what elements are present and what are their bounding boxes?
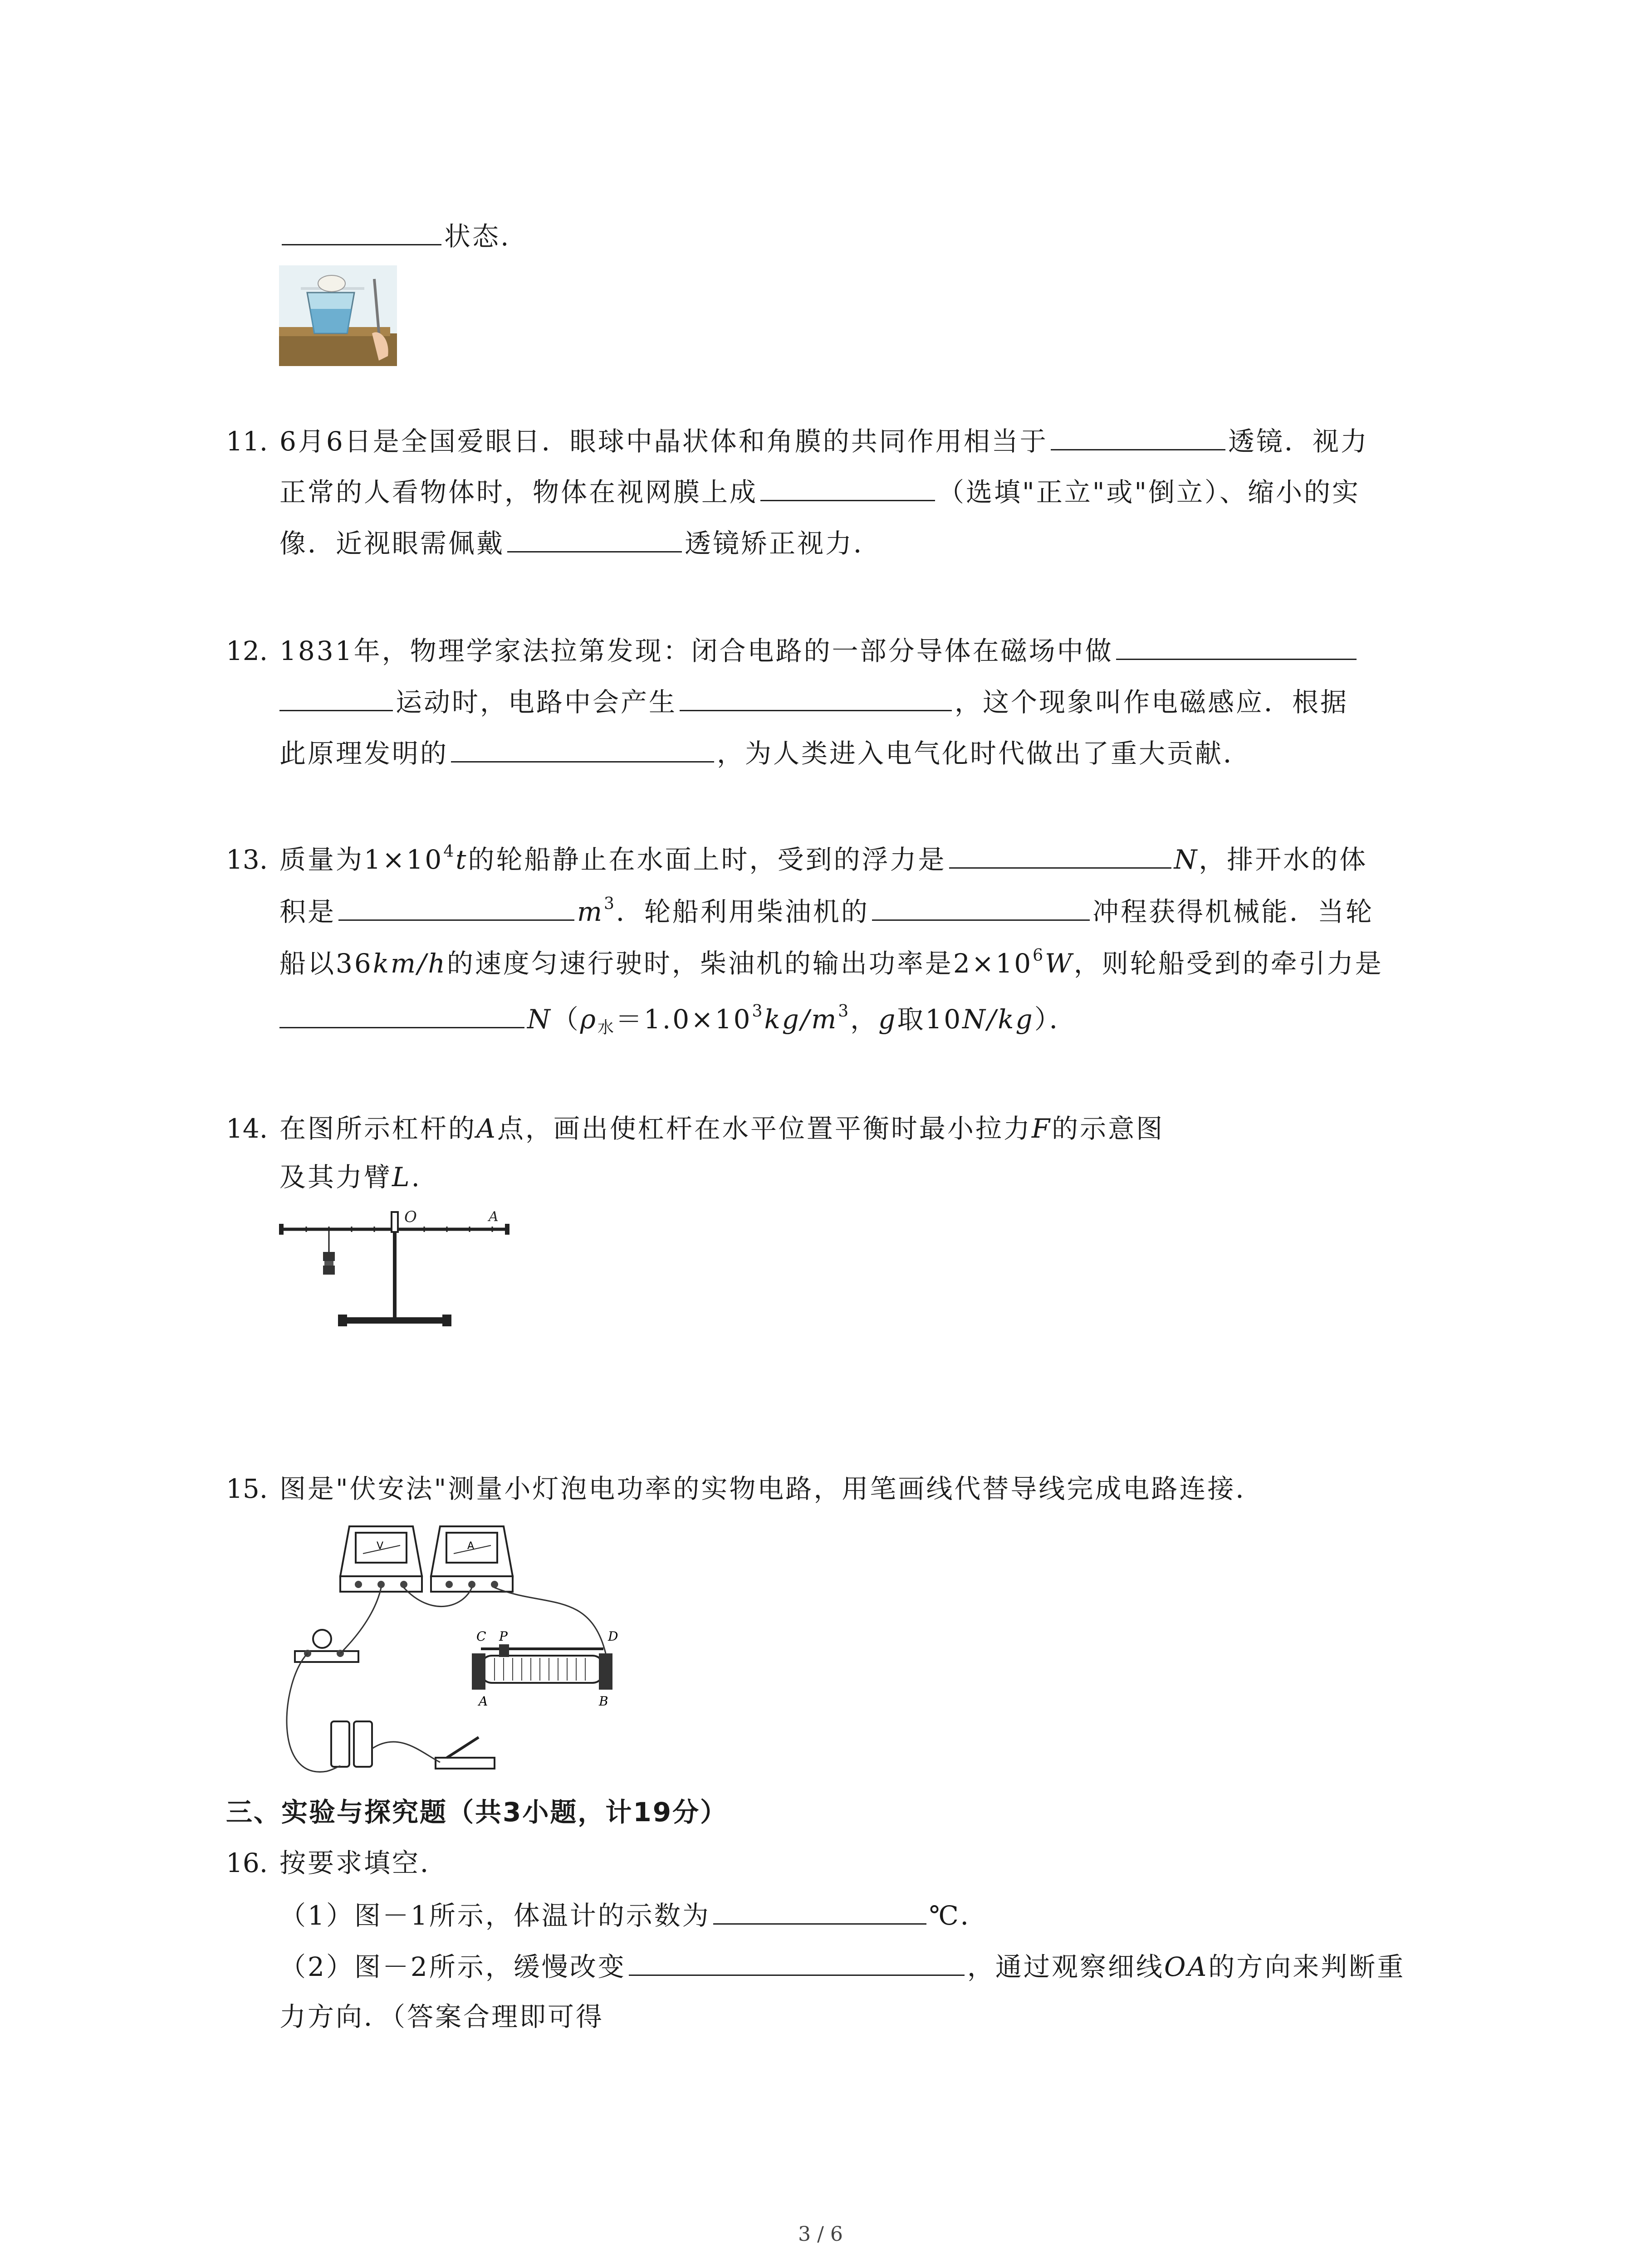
q13-text-2b: ．轮船利用柴油机的: [616, 896, 869, 927]
q16-line-1: [279, 1896, 989, 1934]
q13-text-3b: 的速度匀速行驶时，柴油机的输出功率是2×10: [446, 948, 1033, 979]
q10-line: [279, 217, 510, 254]
q16-text-2b: ，通过观察细线: [967, 1951, 1164, 1982]
q14-number: 14.: [226, 1113, 268, 1144]
q13-blank-4[interactable]: [279, 1000, 524, 1028]
q10-tail: 状态.: [444, 221, 511, 252]
q13-paren-open: （: [552, 1004, 580, 1035]
q11-blank-3[interactable]: [507, 524, 682, 552]
q13-unit-t: t: [456, 844, 468, 875]
q13-paren-close: ）．: [1034, 1004, 1078, 1035]
q13-unit-nkg: N/kg: [962, 1004, 1034, 1035]
q11-text-1a: 6月6日是全国爱眼日．眼球中晶状体和角膜的共同作用相当于: [279, 426, 1048, 457]
q13-text-2c: 冲程获得机械能．当轮: [1092, 896, 1374, 927]
q12-blank-2[interactable]: [680, 683, 952, 711]
q12-text-3a: 此原理发明的: [279, 738, 449, 769]
q14-text-1c: 的示意图: [1052, 1113, 1165, 1144]
q12-blank-1b[interactable]: [279, 683, 393, 711]
q14-label-o: O: [404, 1208, 417, 1226]
q13-unit-kgm: kg/m: [764, 1004, 838, 1035]
q13-exp-1: 4: [443, 842, 456, 861]
q13-text-3c: ，则轮船受到的牵引力是: [1073, 948, 1383, 979]
q10-figure-cup-on-table: [279, 265, 397, 366]
q16-line-intro: [226, 1845, 448, 1881]
q13-g: g: [878, 1004, 897, 1035]
q15-ammeter-label: A: [467, 1540, 475, 1552]
q16-text-3: 力方向．（答案合理即可得: [279, 2001, 604, 2032]
q16-text-2c: 的方向来判断重: [1208, 1951, 1406, 1982]
q14-text-1a: 在图所示杠杆的: [279, 1113, 477, 1144]
q13-exp-4: 3: [752, 1002, 764, 1021]
q16-line-2: [279, 1947, 1405, 1985]
q14-label-a: A: [489, 1209, 499, 1225]
q12-text-2a: 运动时，电路中会产生: [396, 687, 677, 718]
q11-text-2b: （选填"正立"或"倒立）、缩小的实: [938, 477, 1361, 508]
q16-intro: 按要求填空．: [279, 1848, 449, 1878]
q13-comma: ，: [850, 1004, 879, 1035]
q13-blank-2[interactable]: [338, 892, 574, 921]
q13-exp-3: 6: [1033, 946, 1045, 965]
q14-point-a: A: [476, 1113, 497, 1144]
q11-number: 11.: [226, 426, 268, 457]
q15-voltmeter-label: V: [377, 1540, 384, 1552]
q13-exp-5: 3: [838, 1002, 851, 1021]
q15-label-p: P: [499, 1629, 508, 1644]
q12-blank-1a[interactable]: [1116, 631, 1357, 660]
q15-label-d: D: [608, 1629, 618, 1644]
q13-blank-1[interactable]: [949, 840, 1171, 869]
q12-text-1a: 1831年，物理学家法拉第发现：闭合电路的一部分导体在磁场中做: [279, 635, 1113, 666]
q10-answer-blank[interactable]: [282, 217, 441, 245]
q13-unit-m: m: [577, 896, 604, 927]
q11-text-3a: 像．近视眼需佩戴: [279, 528, 505, 559]
q11-line-3: [279, 524, 882, 562]
q14-line-1: [226, 1110, 1164, 1147]
q12-line-3: [279, 734, 1251, 772]
q15-text: 图是"伏安法"测量小灯泡电功率的实物电路，用笔画线代替导线完成电路连接．: [279, 1473, 1264, 1504]
q14-text-2a: 及其力臂: [279, 1162, 392, 1193]
q12-blank-3[interactable]: [451, 734, 714, 763]
q15-label-b: B: [599, 1694, 608, 1709]
q15-line-1: [226, 1471, 1264, 1507]
q13-unit-w: W: [1045, 948, 1074, 979]
q13-text-4b: ＝1.0×10: [615, 1004, 752, 1035]
q13-line-1: [226, 840, 1367, 878]
q11-text-3b: 透镜矫正视力．: [685, 528, 882, 559]
q13-rho: ρ: [580, 1004, 598, 1035]
q13-rho-sub: 水: [597, 1018, 616, 1037]
q13-text-1d: ，排开水的体: [1199, 844, 1368, 875]
q14-text-1b: 点，画出使杠杆在水平位置平衡时最小拉力: [497, 1113, 1032, 1144]
q13-text-4e: 取10: [897, 1004, 963, 1035]
q11-text-1b: 透镜．视力: [1228, 426, 1369, 457]
q11-line-1: [226, 422, 1369, 459]
q14-arm-l: L: [392, 1162, 411, 1193]
q16-blank-2[interactable]: [629, 1947, 965, 1976]
q15-figure-circuit: [272, 1517, 662, 1789]
q13-line-2: [279, 892, 1374, 930]
q11-blank-2[interactable]: [760, 473, 935, 501]
q12-number: 12.: [226, 635, 268, 666]
q13-unit-n: N: [1174, 844, 1199, 875]
q12-text-3b: ，为人类进入电气化时代做出了重大贡献．: [717, 738, 1252, 769]
q11-text-2a: 正常的人看物体时，物体在视网膜上成: [279, 477, 758, 508]
q13-unit-kmh: km/h: [372, 948, 447, 979]
q15-label-a2: A: [479, 1694, 488, 1709]
q16-line-3: [279, 1999, 604, 2035]
q13-text-1a: 质量为1×10: [279, 844, 444, 875]
page-number: 3 / 6: [798, 2223, 843, 2246]
q16-text-1b: ℃．: [929, 1900, 989, 1931]
q16-text-2a: （2）图－2所示，缓慢改变: [279, 1951, 626, 1982]
q12-line-2: [279, 683, 1348, 720]
q14-line-2: [279, 1159, 421, 1195]
q13-blank-3[interactable]: [872, 892, 1090, 921]
q12-text-2b: ，这个现象叫作电磁感应．根据: [955, 687, 1349, 718]
q13-line-3: [279, 945, 1383, 982]
q16-text-1a: （1）图－1所示，体温计的示数为: [279, 1900, 710, 1931]
q13-text-3a: 船以36: [279, 948, 373, 979]
q13-exp-2: 3: [604, 894, 616, 913]
section-3-title: 三、实验与探究题（共3小题，计19分）: [226, 1797, 728, 1828]
q13-number: 13.: [226, 844, 268, 875]
q15-label-c: C: [476, 1629, 486, 1644]
q13-text-1b: 的轮船静止在水面上时，受到的浮力是: [468, 844, 946, 875]
q13-line-4: [279, 1000, 1078, 1037]
q16-line-oa: OA: [1164, 1951, 1209, 1982]
q11-blank-1[interactable]: [1051, 422, 1225, 450]
q16-number: 16.: [226, 1848, 268, 1878]
q13-text-2a: 积是: [279, 896, 336, 927]
q11-line-2: [279, 473, 1360, 510]
q15-number: 15.: [226, 1473, 268, 1504]
q14-force-f: F: [1031, 1113, 1052, 1144]
q12-line-1: [226, 631, 1359, 669]
q14-figure-lever: [279, 1202, 515, 1338]
q13-unit-n2: N: [527, 1004, 552, 1035]
q16-blank-1[interactable]: [713, 1896, 926, 1925]
q14-period: .: [411, 1162, 421, 1193]
